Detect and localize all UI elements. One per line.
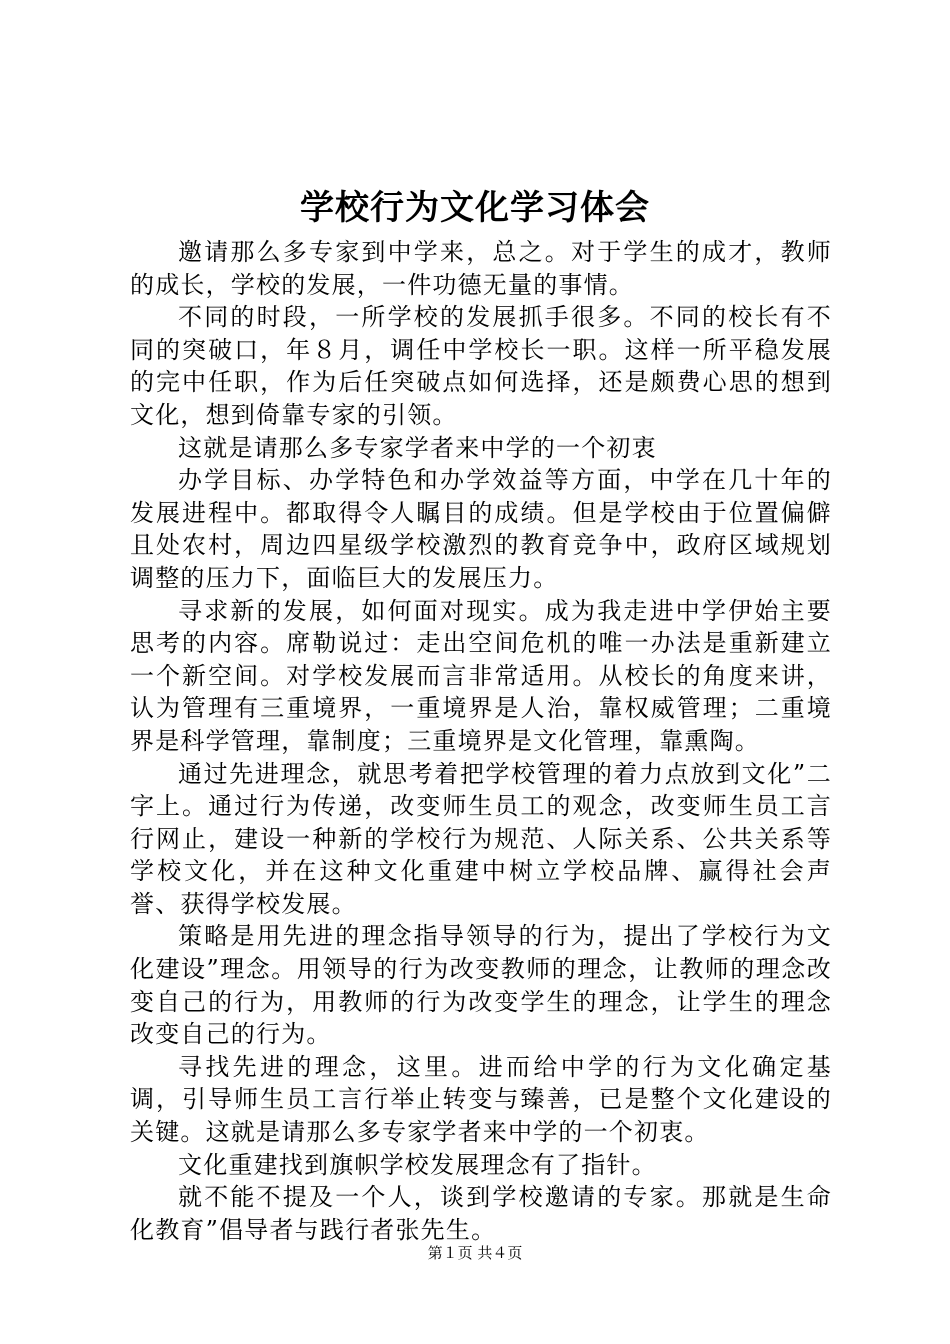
page-footer: 第１页 共４页 bbox=[427, 1244, 523, 1262]
document-title: 学校行为文化学习体会 bbox=[300, 188, 650, 228]
paragraph: 邀请那么多专家到中学来，总之。对于学生的成才，教师的成长，学校的发展，一件功德无量的事情。 bbox=[130, 238, 832, 299]
paragraph: 办学目标、办学特色和办学效益等方面，中学在几十年的发展进程中。都取得令人瞩目的成绩。但是学校由于位置偏僻且处农村，周边四星级学校激烈的教育竞争中，政府区域规划调整的压力下，面临巨大的发展压力。 bbox=[130, 466, 832, 592]
paragraph: 不同的时段，一所学校的发展抓手很多。不同的校长有不同的突破口，年８月，调任中学校长一职。这样一所平稳发展的完中任职，作为后任突破点如何选择，还是颇费心思的想到文化，想到倚靠专家的引领。 bbox=[130, 303, 832, 429]
document-body bbox=[130, 236, 832, 1246]
paragraph: 策略是用先进的理念指导领导的行为，提出了学校行为文化建设”理念。用领导的行为改变教师的理念，让教师的理念改变自己的行为，用教师的行为改变学生的理念，让学生的理念改变自己的行为。 bbox=[130, 922, 832, 1049]
paragraph: 寻求新的发展，如何面对现实。成为我走进中学伊始主要思考的内容。席勒说过：走出空间危机的唯一办法是重新建立一个新空间。对学校发展而言非常适用。从校长的角度来讲，认为管理有三重境界，一重境界是人治，靠权威管理；二重境界是科学管理，靠制度；三重境界是文化管理，靠熏陶。 bbox=[130, 596, 832, 755]
paragraph: 文化重建找到旗帜学校发展理念有了指针。 bbox=[178, 1150, 657, 1179]
paragraph: 就不能不提及一个人，谈到学校邀请的专家。那就是生命化教育”倡导者与践行者张先生。 bbox=[130, 1183, 832, 1244]
paragraph: 通过先进理念，就思考着把学校管理的着力点放到文化”二字上。通过行为传递，改变师生员工的观念，改变师生员工言行网止，建设一种新的学校行为规范、人际关系、公共关系等学校文化，并在这种文化重建中树立学校品牌、赢得社会声誉、获得学校发展。 bbox=[130, 759, 832, 918]
paragraph: 寻找先进的理念，这里。进而给中学的行为文化确定基调，引导师生员工言行举止转变与臻善，已是整个文化建设的关键。这就是请那么多专家学者来中学的一个初衷。 bbox=[130, 1052, 832, 1147]
paragraph: 这就是请那么多专家学者来中学的一个初衷 bbox=[178, 433, 657, 462]
